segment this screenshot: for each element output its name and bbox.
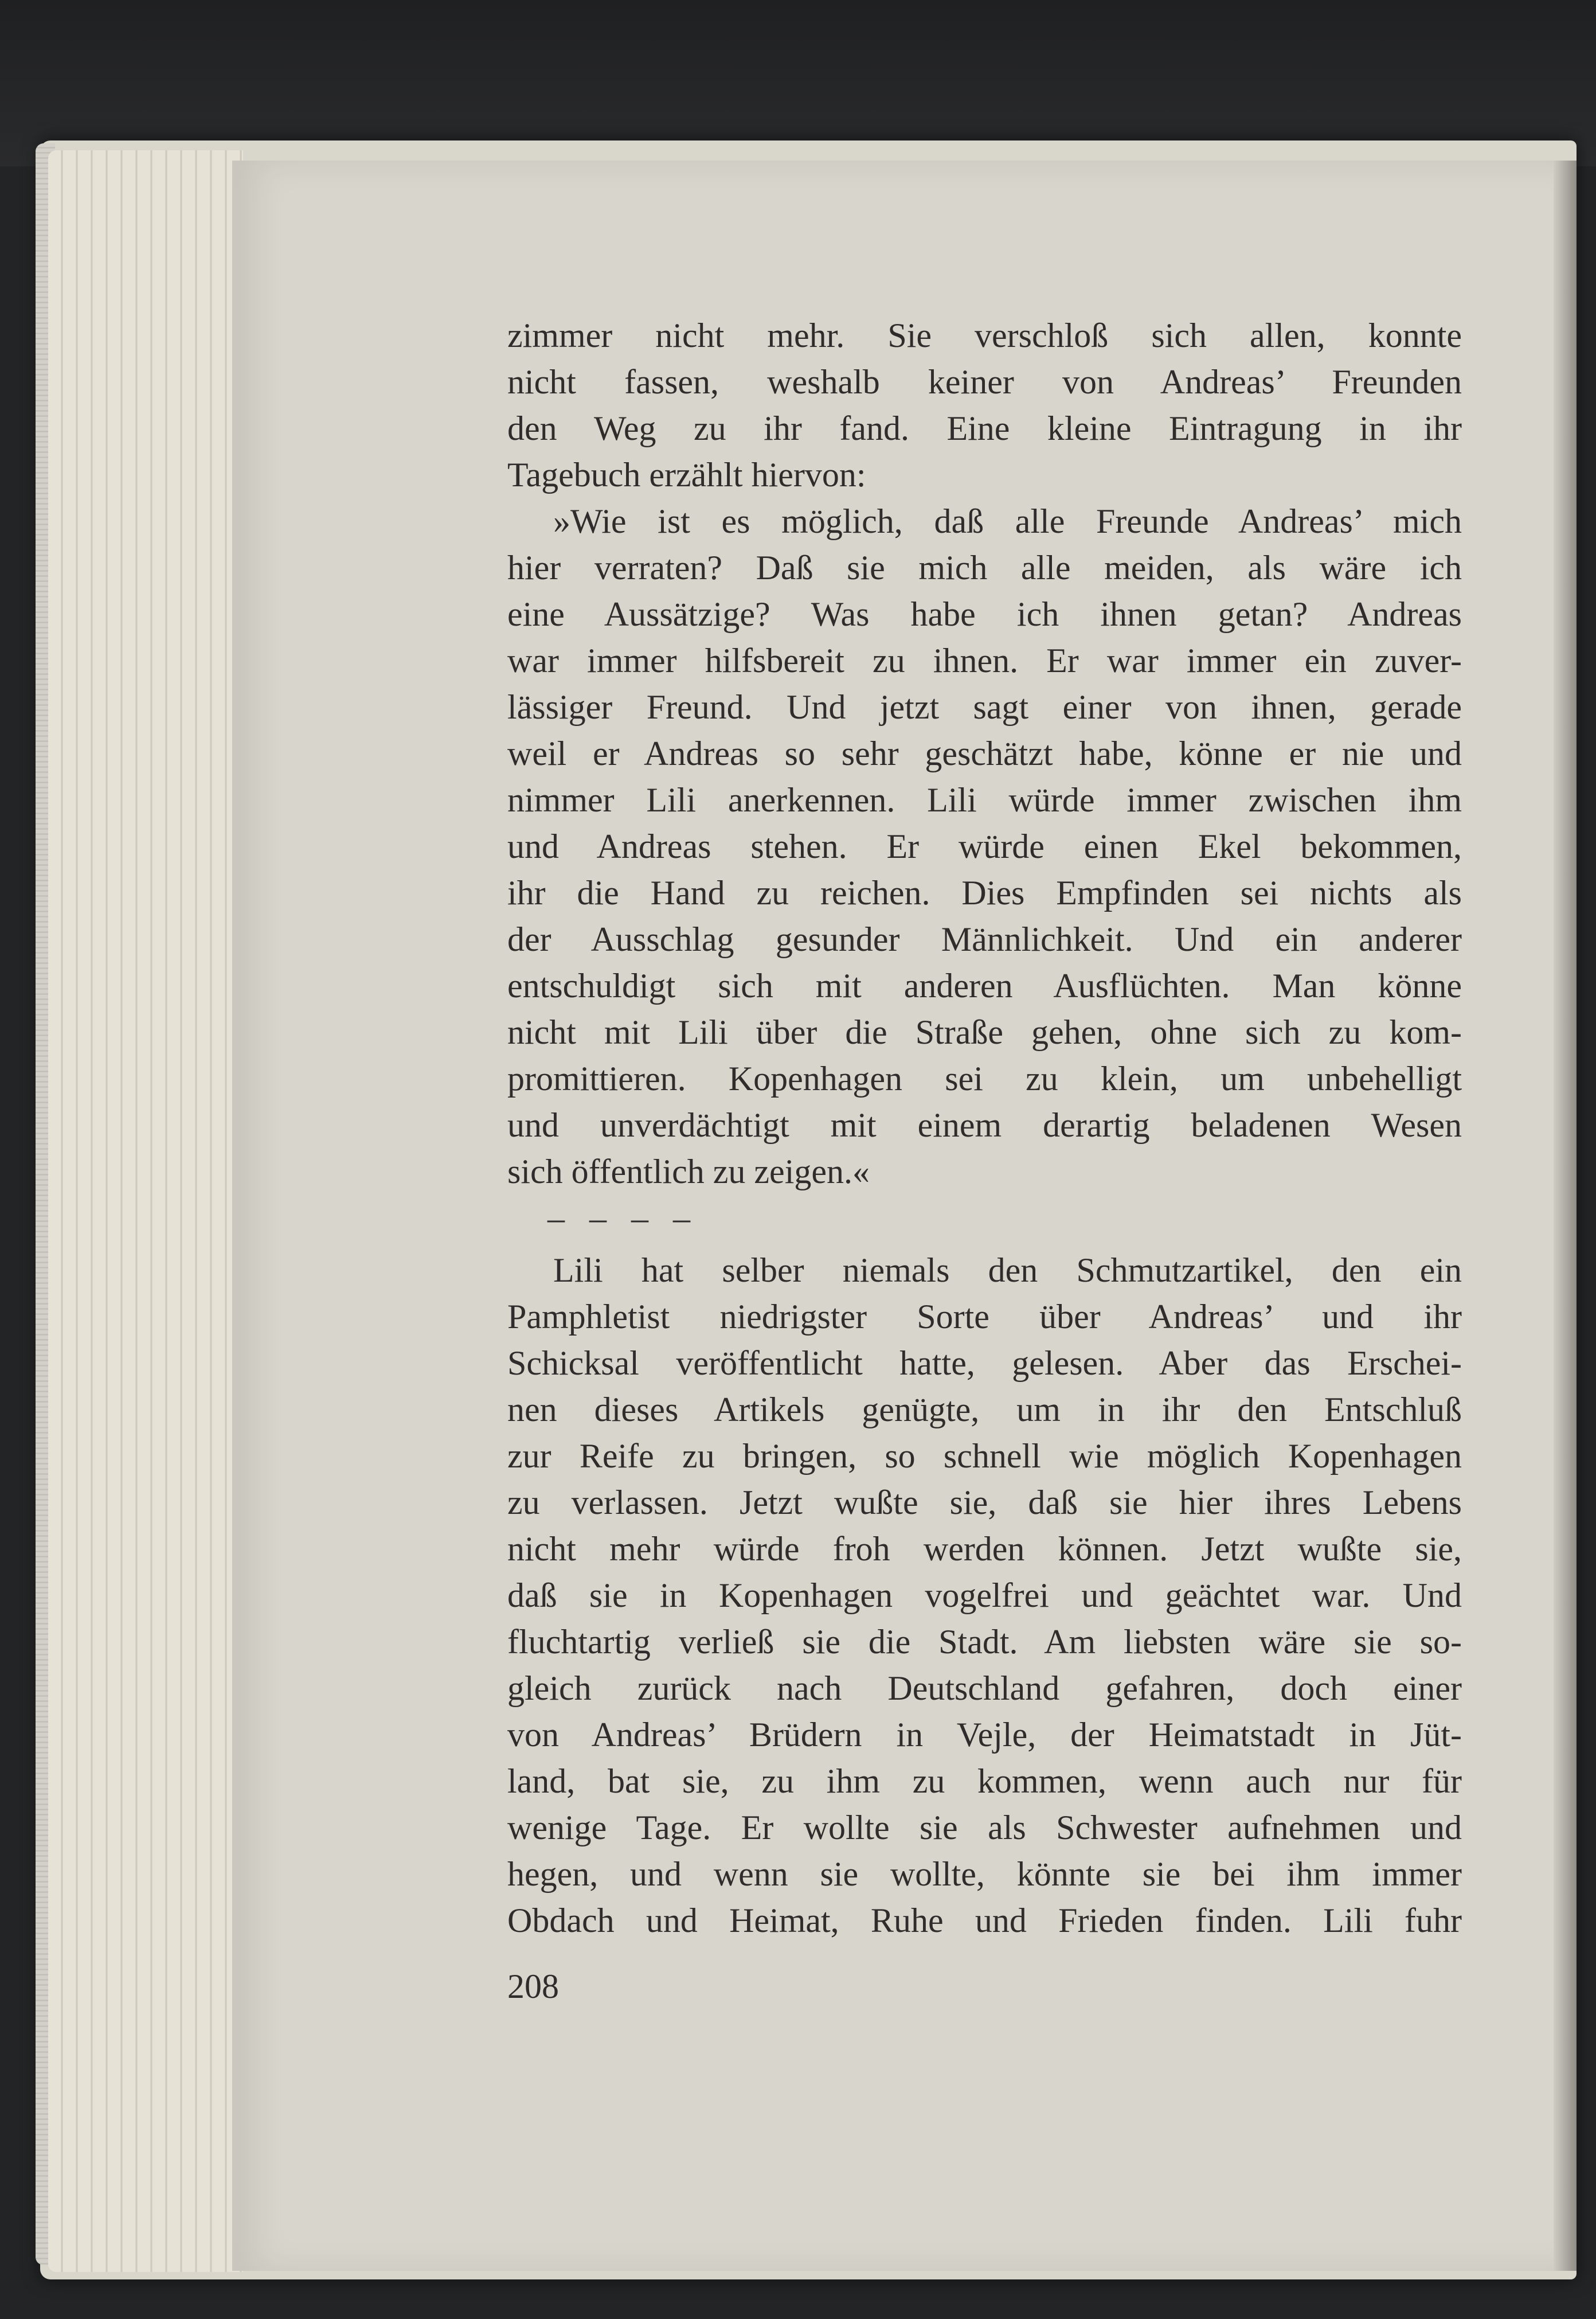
text-line: daß sie in Kopenhagen vogelfrei und geächtet war. Und <box>507 1576 1462 1614</box>
text-line: Pamphletist niedrigster Sorte über Andreas’ und ihr <box>507 1298 1462 1336</box>
paragraph-gap <box>507 1242 1462 1247</box>
text-line: zur Reife zu bringen, so schnell wie möglich Kopenhagen <box>507 1437 1462 1475</box>
page-edges <box>48 150 243 2272</box>
text-line: war immer hilfsbereit zu ihnen. Er war immer ein zuver- <box>507 642 1462 680</box>
text-line: und unverdächtigt mit einem derartig beladenen Wesen <box>507 1106 1462 1144</box>
text-line: fluchtartig verließ sie die Stadt. Am liebsten wäre sie so- <box>507 1623 1462 1661</box>
text-line: ihr die Hand zu reichen. Dies Empfinden sei nichts als <box>507 874 1462 912</box>
text-line: promittieren. Kopenhagen sei zu klein, um unbehelligt <box>507 1060 1462 1098</box>
text-line: eine Aussätzige? Was habe ich ihnen getan? Andreas <box>507 595 1462 633</box>
text-line: »Wie ist es möglich, daß alle Freunde Andreas’ mich <box>553 502 1462 540</box>
text-line: nimmer Lili anerkennen. Lili würde immer zwischen ihm <box>507 781 1462 819</box>
text-line: nicht fassen, weshalb keiner von Andreas’ Freunden <box>507 363 1462 401</box>
text-line: Obdach und Heimat, Ruhe und Frieden finden. Lili fuhr <box>507 1902 1462 1939</box>
page-gutter-shadow <box>1554 161 1577 2271</box>
text-line: gleich zurück nach Deutschland gefahren, doch einer <box>507 1669 1462 1707</box>
text-line: sich öffentlich zu zeigen.« <box>507 1153 870 1190</box>
text-line: zu verlassen. Jetzt wußte sie, daß sie hier ihres Lebens <box>507 1483 1462 1521</box>
text-line: weil er Andreas so sehr geschätzt habe, könne er nie und <box>507 735 1462 772</box>
text-line: nicht mehr würde froh werden können. Jetzt wußte sie, <box>507 1530 1462 1568</box>
text-line: zimmer nicht mehr. Sie verschloß sich allen, konnte <box>507 317 1462 354</box>
text-line: nen dieses Artikels genügte, um in ihr den Entschluß <box>507 1391 1462 1428</box>
text-line: und Andreas stehen. Er würde einen Ekel bekommen, <box>507 827 1462 865</box>
text-line: wenige Tage. Er wollte sie als Schwester aufnehmen und <box>507 1809 1462 1846</box>
text-line: den Weg zu ihr fand. Eine kleine Eintragung in ihr <box>507 409 1462 447</box>
section-separator: – – – – <box>547 1199 698 1237</box>
text-line: hegen, und wenn sie wollte, könnte sie bei ihm immer <box>507 1855 1462 1893</box>
text-line: lässiger Freund. Und jetzt sagt einer von ihnen, gerade <box>507 688 1462 726</box>
text-line: entschuldigt sich mit anderen Ausflüchten. Man könne <box>507 967 1462 1005</box>
text-line: land, bat sie, zu ihm zu kommen, wenn auch nur für <box>507 1762 1462 1800</box>
text-line: von Andreas’ Brüdern in Vejle, der Heimatstadt in Jüt- <box>507 1716 1462 1754</box>
text-line: nicht mit Lili über die Straße gehen, ohne sich zu kom- <box>507 1013 1462 1051</box>
text-line: Lili hat selber niemals den Schmutzartikel, den ein <box>553 1251 1462 1289</box>
page-text <box>507 313 1462 1944</box>
text-line: Schicksal veröffentlicht hatte, gelesen. Aber das Erschei- <box>507 1344 1462 1382</box>
text-line: der Ausschlag gesunder Männlichkeit. Und ein anderer <box>507 920 1462 958</box>
page-number: 208 <box>507 1967 559 2005</box>
text-line: hier verraten? Daß sie mich alle meiden, als wäre ich <box>507 549 1462 587</box>
text-line: Tagebuch erzählt hiervon: <box>507 456 866 494</box>
